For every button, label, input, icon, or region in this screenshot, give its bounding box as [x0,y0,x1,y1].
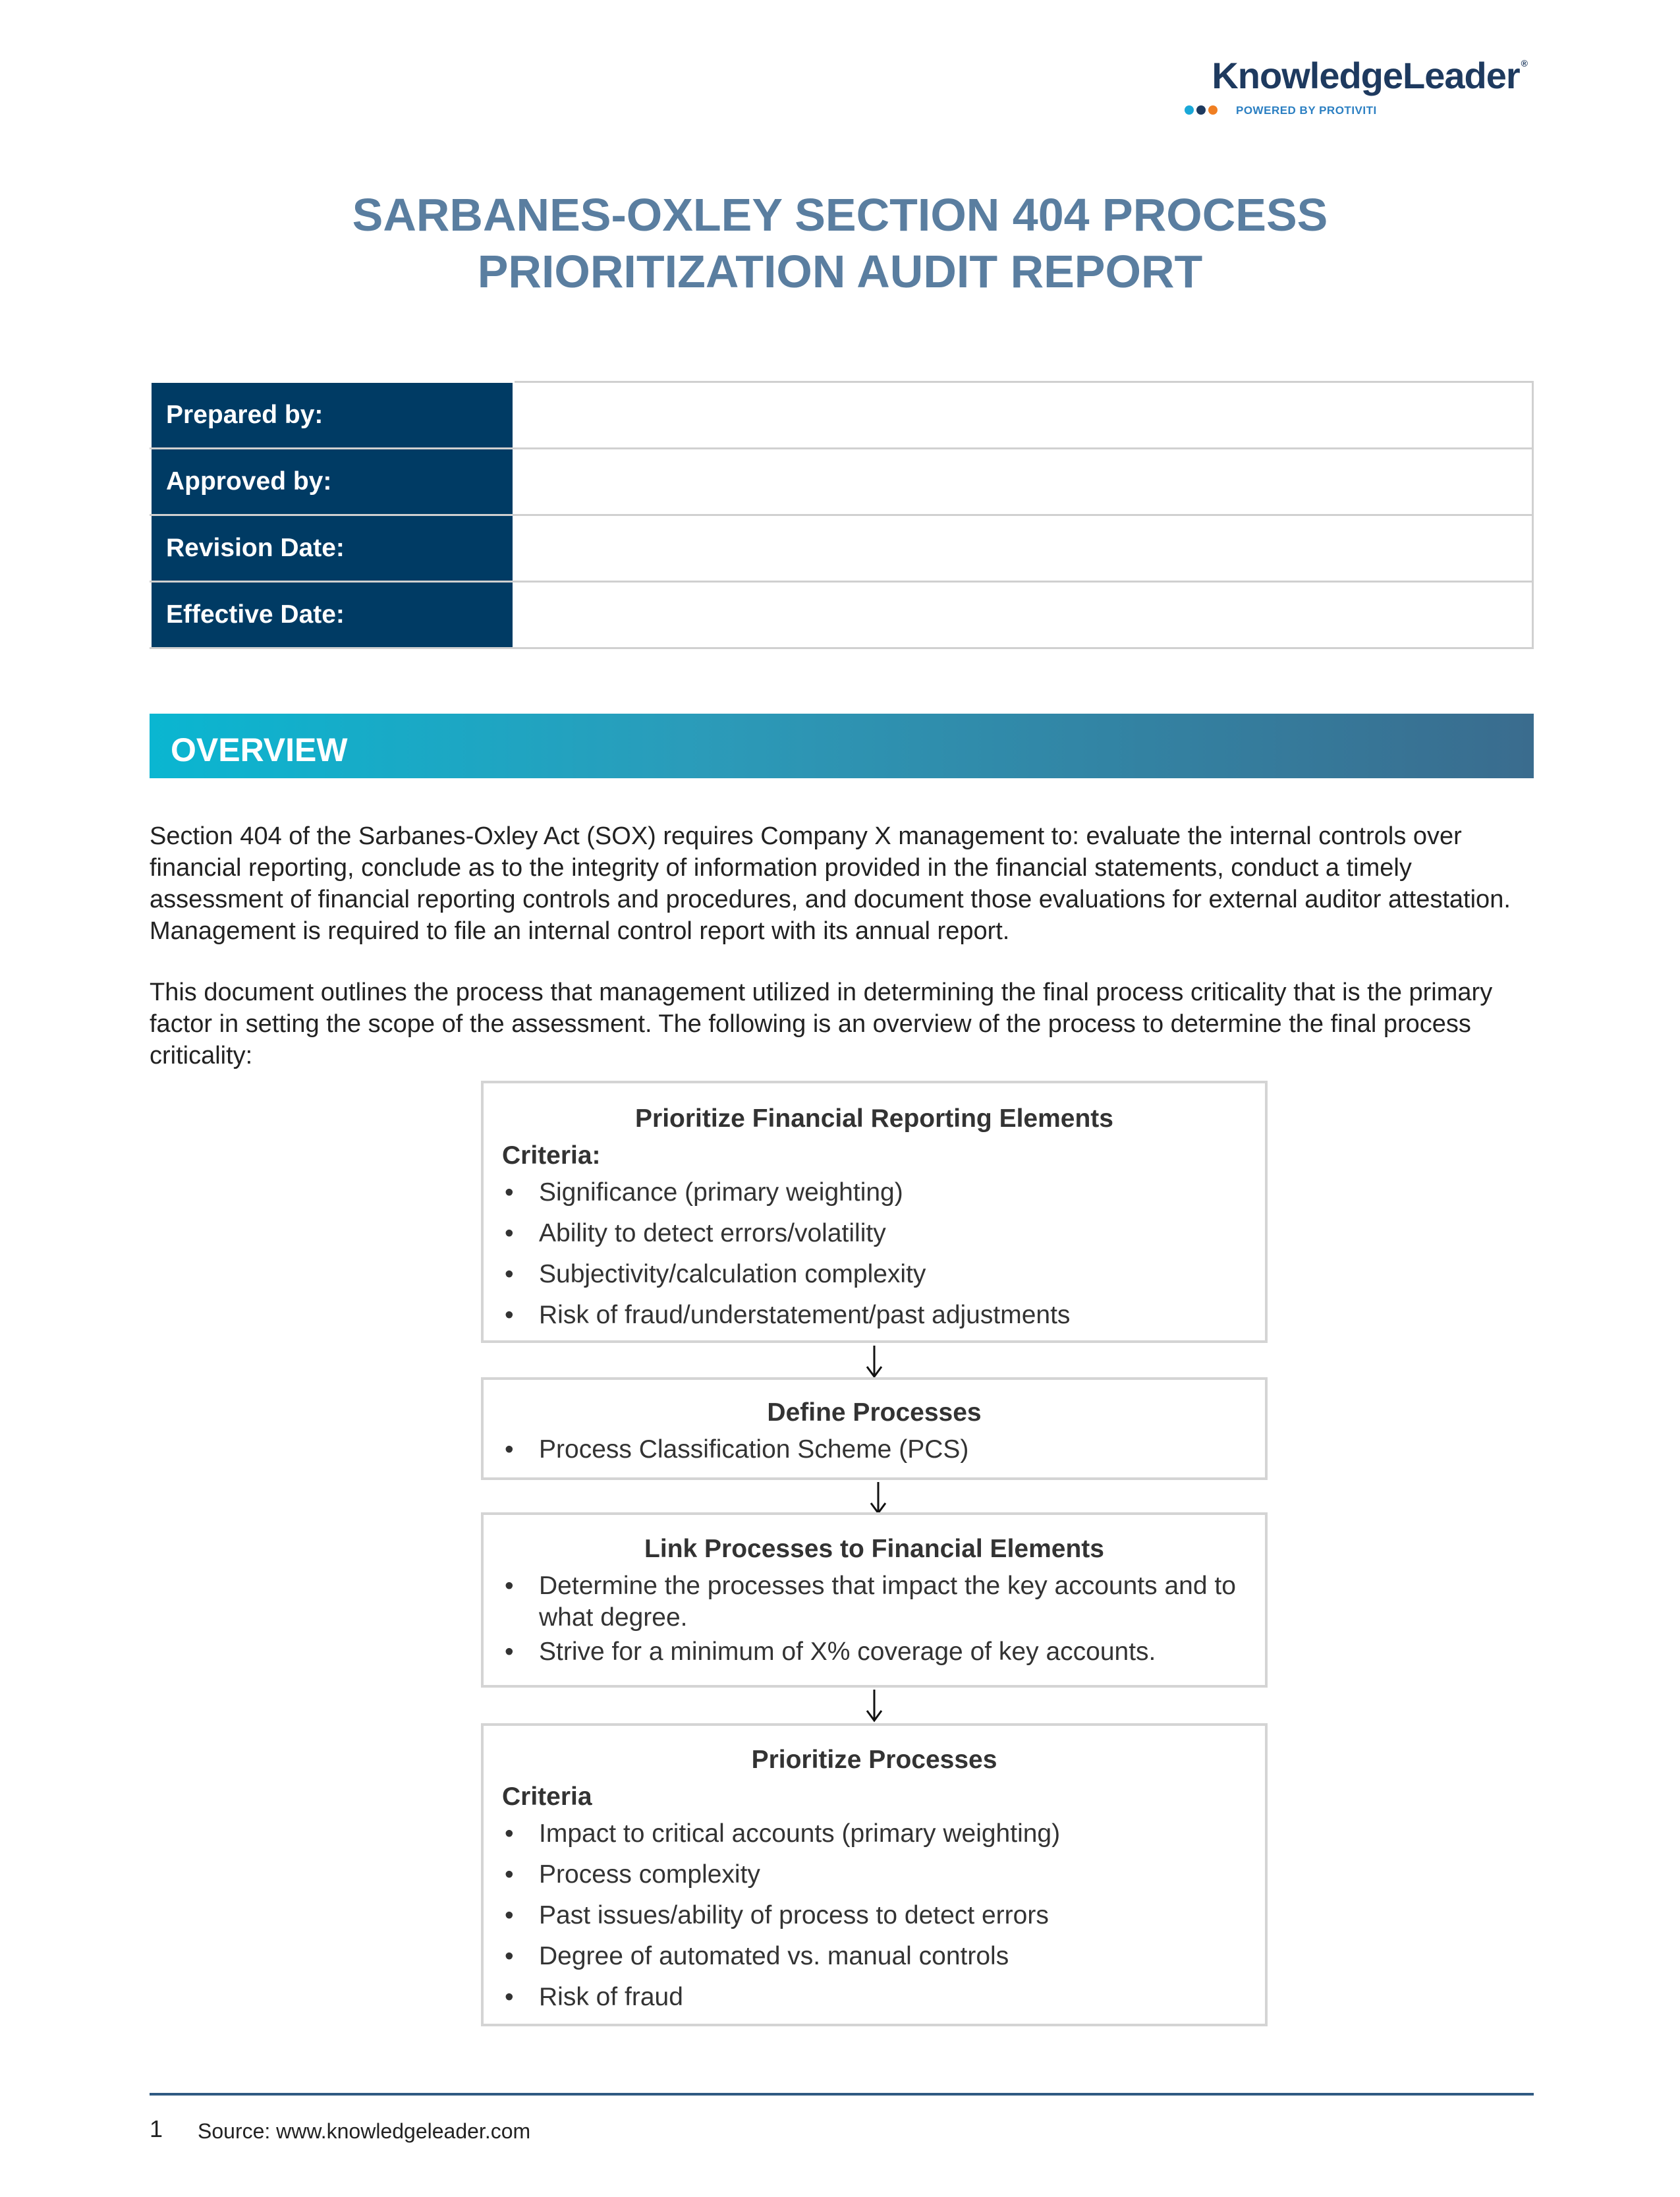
revision-date-field[interactable] [514,515,1533,582]
flow-box-define-processes [481,1377,1268,1480]
list-item: • Process complexity [502,1859,1265,1891]
arrow-down-icon [868,1481,888,1515]
list-item: • Risk of fraud [502,1982,1265,2013]
list-item: • Subjectivity/calculation complexity [502,1259,1265,1290]
list-item: • Risk of fraud/understatement/past adjustments [502,1299,1265,1331]
criteria-label: Criteria: [502,1141,601,1170]
page-number: 1 [150,2115,163,2142]
link-list [484,1570,1265,1668]
list-item: • Impact to critical accounts (primary weighting) [502,1818,1265,1850]
approved-by-field[interactable] [514,449,1533,515]
flow-box-link-processes [481,1512,1268,1688]
overview-paragraph-1: Section 404 of the Sarbanes-Oxley Act (SOX) requires Company X management to: evaluate the internal controls over financial reporting, conclude as to the integrity of information provided in the financial statements, conduct a timely assessment of financial reporting controls and procedures, and document those evaluations for external auditor attestation. Management is required to file an internal control report with its annual report. [150,822,1511,945]
overview-heading: OVERVIEW [171,731,348,768]
table-row [151,449,1533,515]
flow-box-prioritize-elements [481,1081,1268,1343]
page-title-line-1: SARBANES-OXLEY SECTION 404 PROCESS [352,189,1328,241]
list-item: • Determine the processes that impact the key accounts and to what degree. [502,1570,1265,1634]
arrow-down-icon [864,1688,884,1723]
process-list [484,1434,1265,1466]
document-info-table [150,381,1534,649]
source-link[interactable]: Source: www.knowledgeleader.com [198,2119,531,2143]
page-title-line-2: PRIORITIZATION AUDIT REPORT [477,246,1203,297]
list-item: • Past issues/ability of process to detect errors [502,1900,1265,1931]
flow-box-title: Define Processes [767,1398,982,1427]
list-item: • Ability to detect errors/volatility [502,1218,1265,1249]
prepared-by-label: Prepared by: [151,382,514,449]
flow-box-title: Link Processes to Financial Elements [644,1535,1104,1563]
logo-text: KnowledgeLeader ® [1212,55,1527,96]
prepared-by-field[interactable] [514,382,1533,449]
arrow-down-icon [864,1344,884,1379]
table-row [151,582,1533,648]
effective-date-label: Effective Date: [151,582,514,648]
flow-box-title: Prioritize Financial Reporting Elements [635,1104,1113,1133]
criteria-list [484,1818,1265,2013]
overview-section-header [150,714,1534,778]
revision-date-label: Revision Date: [151,515,514,582]
logo-dots-icon [1185,105,1220,116]
approved-by-label: Approved by: [151,449,514,515]
table-row [151,382,1533,449]
knowledgeleader-logo [1185,54,1527,127]
flow-box-title: Prioritize Processes [751,1746,997,1774]
criteria-list [484,1177,1265,1331]
logo-subtitle: POWERED BY PROTIVITI [1236,104,1377,117]
effective-date-field[interactable] [514,582,1533,648]
flow-box-prioritize-processes [481,1723,1268,2026]
overview-paragraph-2: This document outlines the process that management utilized in determining the final process criticality that is the primary factor in setting the scope of the assessment. The following is an overview of the process to determine the final process criticality: [150,979,1493,1070]
footer-divider [150,2093,1534,2096]
list-item: • Degree of automated vs. manual controls [502,1941,1265,1972]
list-item: • Significance (primary weighting) [502,1177,1265,1209]
criteria-label: Criteria [502,1783,592,1811]
list-item: • Strive for a minimum of X% coverage of key accounts. [502,1636,1265,1668]
table-row [151,515,1533,582]
list-item: • Process Classification Scheme (PCS) [502,1434,1265,1466]
